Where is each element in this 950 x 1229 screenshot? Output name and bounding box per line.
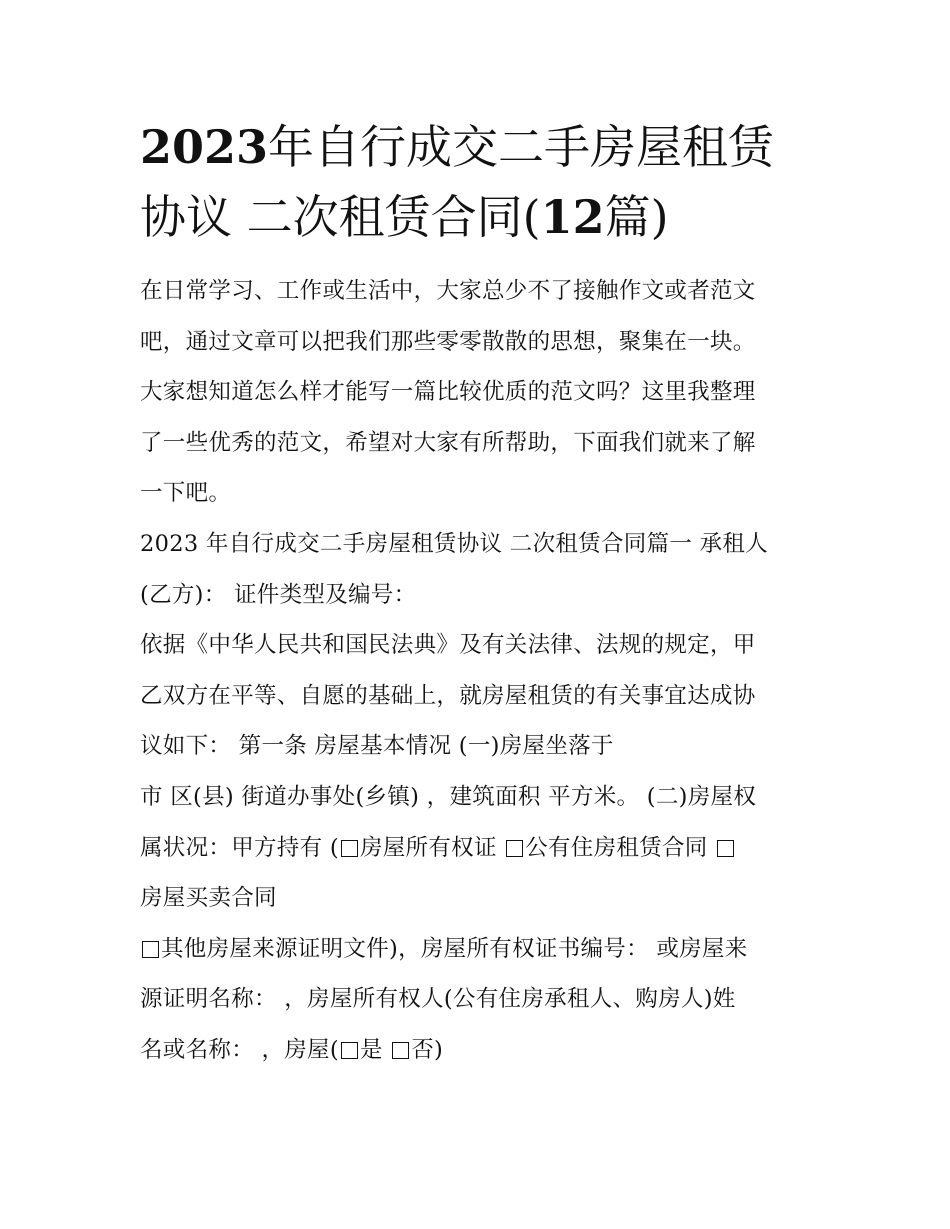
document-title: [140, 112, 820, 252]
body-line: 吧，通过文章可以把我们那些零零散散的思想，聚集在一块。: [140, 328, 756, 355]
document-body: [140, 266, 820, 1076]
body-line: 房屋买卖合同: [140, 885, 277, 912]
body-line: 了一些优秀的范文，希望对大家有所帮助，下面我们就来了解: [140, 429, 756, 456]
body-line: 源证明名称： ，房屋所有权人(公有住房承租人、购房人)姓: [140, 986, 736, 1013]
body-line: 一下吧。: [140, 480, 232, 507]
title-line-2-tail: 篇): [604, 190, 669, 244]
title-line-1-text: 年自行成交二手房屋租赁: [268, 120, 775, 174]
body-line: 在日常学习、工作或生活中，大家总少不了接触作文或者范文: [140, 278, 756, 304]
checkbox-yes: [341, 1042, 358, 1059]
body-line: 市 区(县) 街道办事处(乡镇) ，建筑面积 平方米。 (二)房屋权: [140, 783, 757, 810]
checkbox-other-source: [142, 941, 159, 958]
body-line: 2023 年自行成交二手房屋租赁协议 二次租赁合同篇一 承租人: [140, 530, 769, 557]
title-line-1: [140, 120, 774, 174]
other-source-text: 其他房屋来源证明文件)，房屋所有权证书编号： 或房屋来: [161, 935, 748, 962]
body-line: (乙方)： 证件类型及编号：: [140, 581, 417, 608]
body-line: 大家想知道怎么样才能写一篇比较优质的范文吗？这里我整理: [140, 379, 756, 406]
body-line-other-source: [140, 924, 820, 975]
checkbox-public-housing-lease: [506, 840, 523, 857]
checkbox-ownership-certificate: [341, 840, 358, 857]
body-line-ownership: [140, 823, 820, 874]
document-page: [140, 112, 820, 1076]
body-line: 乙双方在平等、自愿的基础上，就房屋租赁的有关事宜达成协: [140, 682, 756, 709]
title-count: 12: [540, 190, 605, 244]
ownership-certificate-label: 房屋所有权证: [359, 834, 505, 861]
title-year: 2023: [140, 120, 269, 174]
checkbox-purchase-contract: [717, 840, 734, 857]
body-line: 议如下： 第一条 房屋基本情况 (一)房屋坐落于: [140, 733, 614, 760]
no-label: 否): [411, 1036, 444, 1063]
checkbox-no: [392, 1042, 409, 1059]
body-line-yes-no: [140, 1025, 820, 1076]
title-line-2: [140, 190, 669, 244]
name-text: 名或名称： ，房屋(: [140, 1036, 339, 1063]
public-housing-lease-label: 公有住房租赁合同: [525, 834, 716, 861]
yes-label: 是: [359, 1036, 391, 1063]
ownership-text: 属状况：甲方持有 (: [140, 834, 339, 861]
body-line: 依据《中华人民共和国民法典》及有关法律、法规的规定，甲: [140, 632, 756, 659]
title-line-2-text: 协议 二次租赁合同(: [140, 190, 541, 244]
